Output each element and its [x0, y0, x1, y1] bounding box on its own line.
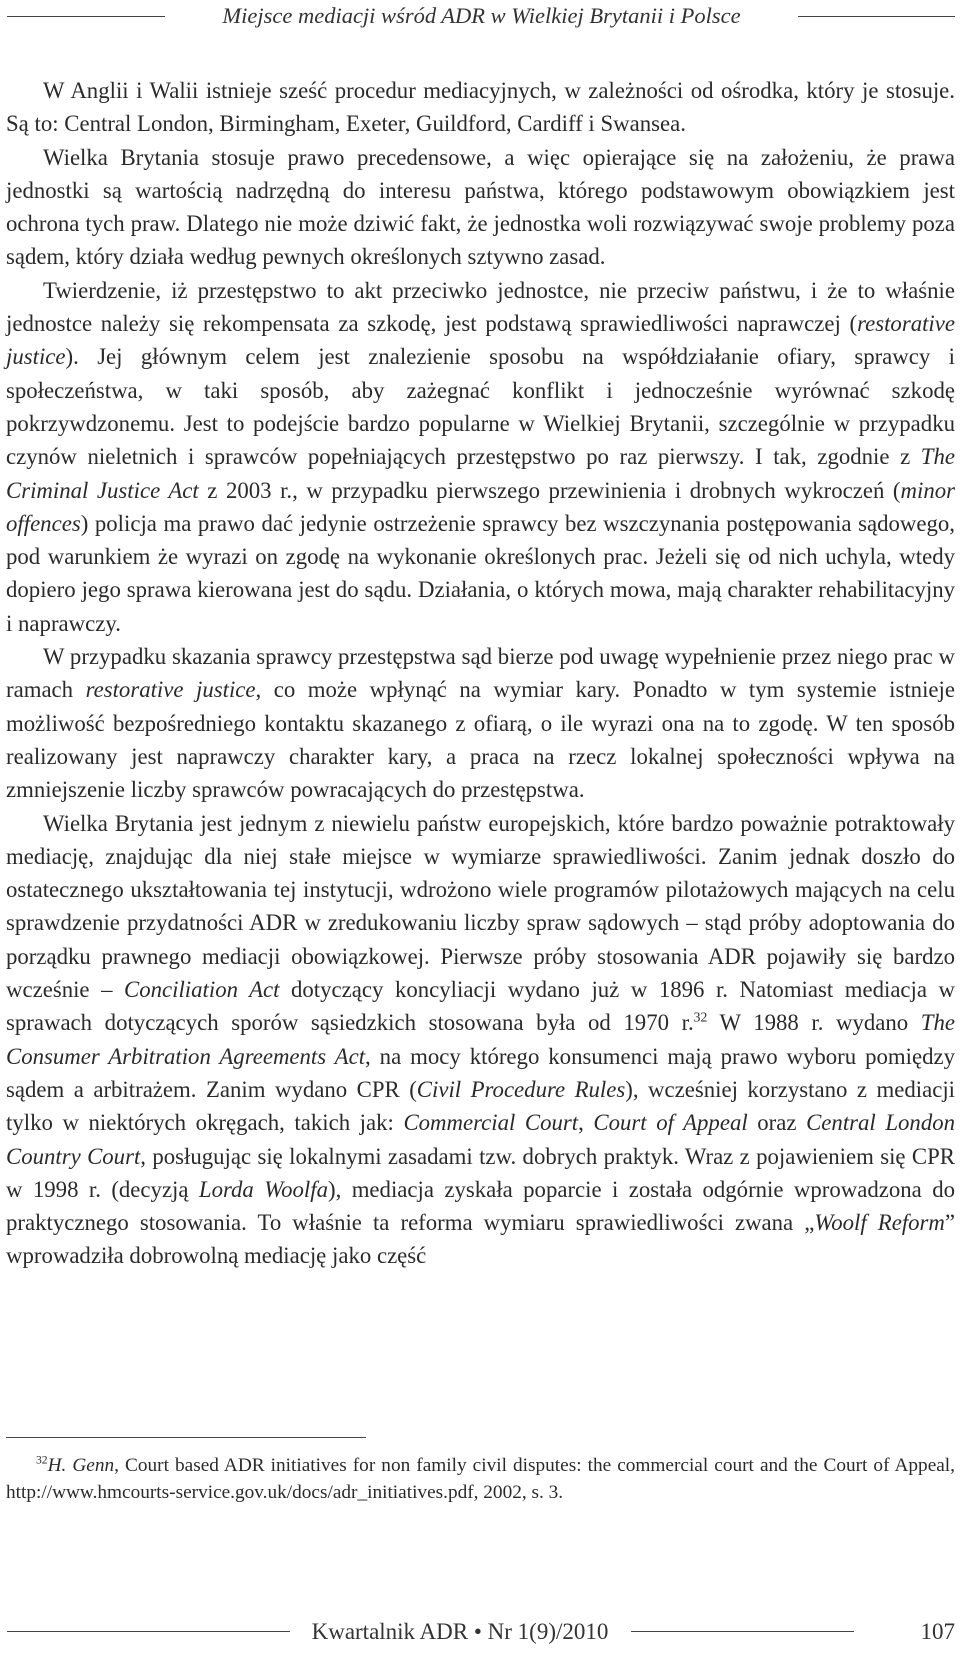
text-run: ), wcześniej korzystano z mediacji tylko w niektórych okręgach, takich jak: — [6, 1076, 955, 1136]
italic-term: The Consumer Arbitration Agreements Act — [6, 1010, 955, 1069]
paragraph-1: W Anglii i Walii istnieje sześć procedur mediacyjnych, w zależności od ośrodka, który je stosuje. Są to: Central London, Birmingham, Exeter, Guildford, Cardiff i Swansea. — [6, 78, 955, 137]
page-number: 107 — [920, 1619, 955, 1644]
footnote-32 — [6, 1453, 955, 1506]
italic-term: Conciliation Act — [124, 977, 280, 1003]
footnote-text: , Court based ADR initiatives for non family civil disputes: the commercial court and the Court of Appeal, http://www.hmcourts-service.gov.uk/docs/adr_initiatives.pdf, 2002, s. 3. — [6, 1455, 955, 1503]
italic-term: Commercial Court — [403, 1110, 579, 1136]
text-run: , posługując się lokalnymi zasadami tzw. dobrych praktyk. Wraz z pojawieniem się CPR w 1998 r. (decyzją — [6, 1143, 955, 1202]
footnote-number: 32 — [36, 1453, 48, 1467]
italic-term: Lorda Woolfa — [198, 1176, 328, 1202]
journal-name: Kwartalnik ADR • Nr 1(9)/2010 — [311, 1619, 609, 1644]
text-run: W przypadku skazania sprawcy przestępstwa sąd bierze pod uwagę wypełnienie przez niego prac w ramach — [6, 644, 955, 703]
italic-term: Woolf Reform — [814, 1210, 945, 1236]
text-run: ), mediacja zyskała poparcie i została odgórnie wprowadzona do praktycznego stosowania. To właśnie ta reforma wymiaru sprawiedliwości zwana „ — [6, 1176, 955, 1236]
running-header — [0, 0, 960, 44]
text-run: W 1988 r. wydano — [707, 1010, 921, 1036]
text-run: , — [578, 1110, 594, 1136]
italic-term: Central London Country Court — [6, 1110, 956, 1169]
italic-term: The Criminal Justice Act — [6, 444, 955, 503]
text-run: ). Jej głównym celem jest znalezienie sposobu na współdziałanie ofiary, sprawcy i społeczeństwa, w taki sposób, aby zażegnać konflikt i jednocześnie wyrównać szkodę pokrzywdzonemu. Jest to podejście bardzo popularne w Wielkiej Brytanii, szczególnie w przypadku czynów nieletnich i sprawców popełniających przestępstwo po raz pierwszy. I tak, zgodnie z — [6, 344, 955, 470]
paragraph-5 — [6, 807, 955, 1273]
footer-rule-right — [631, 1631, 854, 1632]
paragraph-4 — [6, 640, 955, 806]
italic-term: Court of Appeal — [593, 1110, 748, 1136]
text-run: ” wprowadziła dobrowolną mediację jako część — [6, 1210, 956, 1269]
text-run: ) policja ma prawo dać jedynie ostrzeżenie sprawcy bez wszczynania postępowania sądowego, pod warunkiem że wyrazi on zgodę na wykonanie określonych prac. Jeżeli się od nich uchyla, wtedy dopiero jego sprawa kierowana jest do sądu. Działania, o których mowa, mają charakter rehabilitacyjny i naprawczy. — [6, 510, 955, 636]
footnote-author: H. Genn — [47, 1455, 115, 1476]
text-run: Wielka Brytania jest jednym z niewielu państw europejskich, które bardzo poważnie potraktowały mediację, znajdując dla niej stałe miejsce w wymiarze sprawiedliwości. Zanim jednak doszło do ostatecznego ukształtowania tej instytucji, wdrożono wiele programów pilotażowych mających na celu sprawdzenie przydatności ADR w zredukowaniu liczby spraw sądowych – stąd próby adoptowania do porządku prawnego mediacji obowiązkowej. Pierwsze próby stosowania ADR pojawiły się bardzo wcześnie – — [6, 810, 955, 1003]
footnote-reference: 32 — [693, 1009, 708, 1025]
running-footer — [0, 1608, 960, 1656]
header-rule-left — [7, 16, 165, 17]
footer-rule-left — [7, 1631, 290, 1632]
text-run: Twierdzenie, iż przestępstwo to akt przeciwko jednostce, nie przeciw państwu, i że to właśnie jednostce należy się rekompensata za szkodę, jest podstawą sprawiedliwości naprawczej ( — [6, 277, 955, 337]
paragraph-3 — [6, 274, 955, 640]
italic-term: restorative justice — [85, 677, 256, 703]
text-run: , co może wpłynąć na wymiar kary. Ponadto w tym systemie istnieje możliwość bezpośredniego kontaktu skazanego z ofiarą, o ile wyrazi ona na to zgodę. W ten sposób realizowany jest naprawczy charakter kary, a praca na rzecz lokalnej społeczności wpływa na zmniejszenie liczby sprawców powracających do przestępstwa. — [6, 677, 955, 803]
paragraph-2: Wielka Brytania stosuje prawo precedensowe, a więc opierające się na założeniu, że prawa jednostki są wartością nadrzędną do interesu państwa, którego podstawowym obowiązkiem jest ochrona tych praw. Dlatego nie może dziwić fakt, że jednostka woli rozwiązywać swoje problemy poza sądem, który działa według pewnych określonych sztywno zasad. — [6, 144, 955, 270]
text-run: z 2003 r., w przypadku pierwszego przewinienia i drobnych wykroczeń ( — [198, 477, 901, 503]
italic-term: Civil Procedure Rules — [416, 1076, 626, 1102]
header-rule-right — [798, 16, 955, 17]
body-text — [6, 74, 955, 1273]
italic-term: minor offences — [6, 477, 955, 536]
text-run: , na mocy którego konsumenci mają prawo wyboru pomiędzy sądem a arbitrażem. Zanim wydano CPR ( — [6, 1043, 955, 1102]
footnote-separator — [6, 1437, 366, 1438]
running-header-title: Miejsce mediacji wśród ADR w Wielkiej Brytanii i Polsce — [222, 3, 741, 28]
italic-term: restorative justice — [6, 311, 955, 370]
text-run: oraz — [747, 1110, 807, 1136]
text-run: dotyczący koncyliacji wydano już w 1896 r. Natomiast mediacja w sprawach dotyczących sporów sąsiedzkich stosowana była od 1970 r. — [6, 977, 955, 1036]
